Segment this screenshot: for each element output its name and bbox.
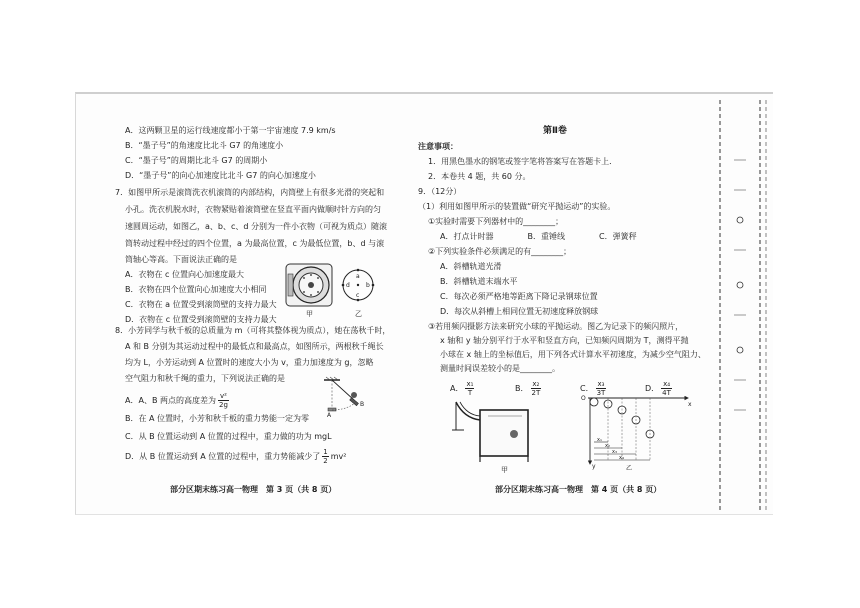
strobe-ball-positions — [590, 398, 654, 438]
q9-apparatus-figure — [450, 398, 540, 478]
q9-sub2-option-b: B．斜槽轨道末端水平 — [440, 277, 518, 286]
q9-header: 9．（12分） — [418, 187, 462, 196]
note-item: 2．本卷共 4 题，共 60 分。 — [428, 172, 531, 181]
fraction-denominator: 4T — [662, 389, 671, 397]
q9-sub1: ①实验时需要下列器材中的________； — [428, 217, 564, 226]
fraction — [531, 380, 542, 397]
q6-option-b: B．“墨子号”的角速度比北斗 G7 的角速度小 — [125, 141, 284, 150]
q9-sub1-option: C．弹簧秤 — [598, 232, 637, 241]
q9-part1: （1）利用如图甲所示的装置做“研究平抛运动”的实验。 — [418, 202, 616, 211]
q9-strobe-figure — [578, 392, 698, 472]
x3-label: x₃ — [612, 449, 617, 455]
fraction-denominator: 2T — [531, 389, 541, 397]
q9-sub1-option: A．打点计时器 — [440, 232, 494, 241]
y-axis-label: y — [592, 463, 596, 470]
q6-option-a: A．这两颗卫星的运行线速度都小于第一宇宙速度 7.9 km/s — [125, 126, 336, 135]
q7-option-d: D．衣物在 c 位置受到滚筒壁的支持力最大 — [125, 315, 277, 324]
q7-option-c: C．衣物在 a 位置受到滚筒壁的支持力最大 — [125, 300, 277, 309]
fraction-denominator: 2 — [323, 457, 328, 465]
q8-option-c: C．从 B 位置运动到 A 位置的过程中，重力做的功为 mgL — [125, 432, 332, 441]
x2-label: x₂ — [605, 443, 610, 449]
q8-stem-line: 均为 L，小芳运动到 A 位置时的速度大小为 v，重力加速度为 g，忽略 — [125, 358, 374, 367]
q7-stem-line: 小孔。洗衣机脱水时，衣物紧贴着滚筒壁在竖直平面内做顺时针方向的匀 — [125, 205, 381, 214]
q7-stem-line: 7．如图甲所示是滚筒洗衣机滚筒的内部结构，内筒壁上有很多光滑的突起和 — [115, 188, 385, 197]
point-a-label: a — [356, 273, 360, 280]
q8-stem-line: 8．小芳同学与秋千板的总质量为 m（可将其整体视为质点），她在荡秋千时， — [115, 326, 391, 335]
q6-option-d: D．“墨子号”的向心加速度比北斗 G7 的向心加速度小 — [125, 171, 316, 180]
fraction-denominator: 3T — [596, 389, 606, 397]
fraction — [218, 392, 229, 409]
notes-title: 注意事项： — [418, 142, 458, 151]
q8-option-a-text: A．A、B 两点的高度差为 — [125, 396, 216, 405]
washing-drum-diagram — [286, 264, 332, 306]
q8-option-d-text: D．从 B 位置运动到 A 位置的过程中，重力势能减少了 — [125, 452, 321, 461]
page-footer: 部分区期末练习高一物理 第 4 页（共 8 页） — [495, 485, 662, 494]
fraction-numerator: x₃ — [597, 380, 605, 388]
fraction — [465, 380, 474, 397]
q9-sub2-option-a: A．斜槽轨道光滑 — [440, 262, 502, 271]
q9-sub2-option-d: D．每次从斜槽上相同位置无初速度释放钢球 — [440, 307, 599, 316]
q8-stem-line: A 和 B 分别为其运动过程中的最低点和最高点，如图所示，两根秋千绳长 — [125, 342, 384, 351]
point-b-label: b — [366, 282, 370, 289]
fraction-numerator: x₄ — [663, 380, 671, 388]
swing-label-a: A — [327, 412, 332, 418]
figure-jia-label: 甲 — [501, 466, 508, 474]
q9-sub1-option: B．重锤线 — [527, 232, 565, 241]
q9-sub3-line: 测量时间误差较小的是________。 — [440, 364, 560, 373]
q9-sub3-option-a — [450, 380, 476, 397]
x-axis-label: x — [688, 401, 692, 408]
binding-hole-markers — [737, 217, 743, 353]
q7-option-b: B．衣物在四个位置向心加速度大小相同 — [125, 285, 267, 294]
q7-figure — [280, 258, 380, 320]
q7-option-a: A．衣物在 c 位置向心加速度最大 — [125, 270, 244, 279]
q9-sub1-options — [440, 232, 655, 242]
q8-option-a — [125, 392, 231, 409]
point-d-label: d — [346, 282, 350, 289]
point-c-label: c — [356, 292, 360, 299]
q7-stem-line: 速圆周运动，如图乙，a、b、c、d 分别为一件小衣物（可视为质点）随滚 — [125, 222, 387, 231]
page-footer: 部分区期末练习高一物理 第 3 页（共 8 页） — [170, 485, 337, 494]
x1-label: x₁ — [597, 437, 602, 443]
binding-line-marks — [734, 160, 746, 410]
q8-swing-figure — [318, 376, 378, 418]
q9-sub3-option-b — [515, 380, 543, 397]
option-label: C． — [580, 384, 594, 393]
q9-sub2-option-c: C．每次必须严格地等距离下降记录钢球位置 — [440, 292, 598, 301]
fraction-denominator: 2g — [218, 401, 228, 409]
fraction-numerator: 1 — [323, 448, 328, 456]
q9-sub3-line: x 轴和 y 轴分别平行于水平和竖直方向，已知频闪周期为 T，测得平抛 — [440, 336, 689, 345]
option-label: A． — [450, 384, 464, 393]
binding-margin-strip — [712, 100, 772, 512]
q7-stem-line: 筒转动过程中经过的四个位置，a 为最高位置，c 为最低位置，b、d 与滚 — [125, 239, 385, 248]
q9-sub2: ②下列实验条件必须满足的有________； — [428, 247, 572, 256]
origin-label: O — [581, 395, 586, 402]
fraction-numerator: v² — [219, 392, 227, 400]
q9-sub3-line: 小球在 x 轴上的坐标值后，用下列各式计算水平初速度，为减少空气阻力、 — [440, 350, 706, 359]
q7-stem-line: 筒轴心等高。下面说法正确的是 — [125, 255, 237, 264]
q8-stem-line: 空气阻力和秋千绳的重力，下列说法正确的是 — [125, 374, 285, 383]
option-label: B． — [515, 384, 529, 393]
fraction — [322, 448, 328, 465]
option-label: D． — [645, 384, 660, 393]
x4-label: x₄ — [619, 455, 624, 461]
q9-sub3-line: ③若用频闪摄影方法来研究小球的平抛运动。图乙为记录下的频闪照片， — [428, 322, 684, 331]
fraction-denominator: T — [467, 389, 473, 397]
figure-yi-label: 乙 — [626, 465, 633, 472]
q8-option-d-suffix: mv² — [330, 452, 347, 461]
q8-option-d — [125, 448, 347, 465]
swing-label-b: B — [360, 401, 365, 408]
q8-option-b: B．在 A 位置时，小芳和秋千板的重力势能一定为零 — [125, 414, 310, 423]
section-title: 第Ⅱ卷 — [543, 126, 567, 136]
q7-figure-label-yi: 乙 — [355, 310, 362, 318]
q7-figure-label-jia: 甲 — [306, 310, 313, 318]
note-item: 1．用黑色墨水的钢笔或签字笔将答案写在答题卡上． — [428, 157, 618, 166]
fraction-numerator: x₁ — [466, 380, 474, 388]
fraction-numerator: x₂ — [532, 380, 540, 388]
q6-option-c: C．“墨子号”的周期比北斗 G7 的周期小 — [125, 156, 268, 165]
